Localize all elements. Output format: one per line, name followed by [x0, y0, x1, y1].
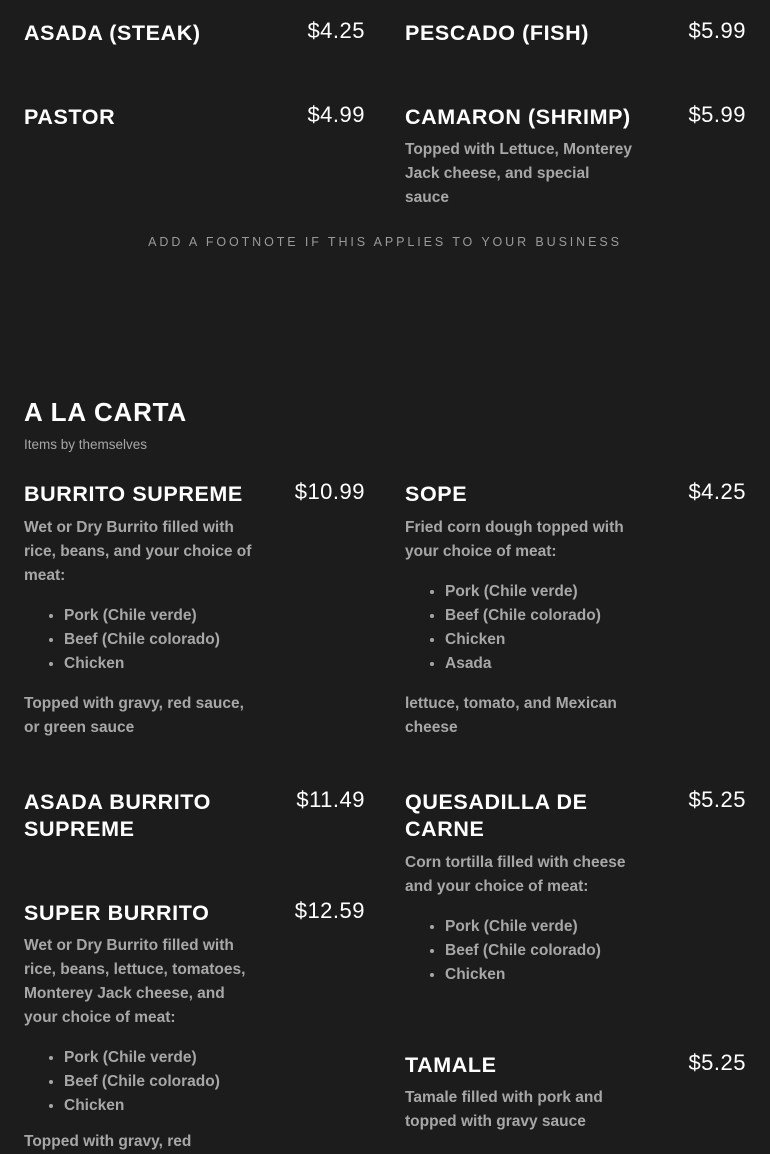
item-price: $12.59 [294, 898, 365, 923]
list-item: • Pork (Chile verde) [445, 580, 601, 604]
item-name: SUPER BURRITO [24, 901, 210, 925]
item-description: Corn tortilla filled with cheese and your choice of meat: [405, 854, 626, 895]
footnote: ADD A FOOTNOTE IF THIS APPLIES TO YOUR BUSINESS [148, 235, 622, 249]
item-name: PESCADO (FISH) [405, 21, 589, 45]
list-item: • Beef (Chile colorado) [445, 939, 601, 963]
item-name: QUESADILLA DE CARNE [405, 790, 588, 841]
item-price: $4.25 [307, 18, 365, 43]
list-item: • Asada [445, 652, 601, 676]
item-name: ASADA (STEAK) [24, 21, 201, 45]
list-item: • Pork (Chile verde) [64, 1046, 220, 1070]
list-item: • Beef (Chile colorado) [64, 628, 220, 652]
item-name: CAMARON (SHRIMP) [405, 105, 631, 129]
item-name: BURRITO SUPREME [24, 482, 243, 506]
meat-options-list [405, 915, 601, 987]
item-note: Topped with gravy, red sauce, or green sauce [24, 695, 244, 736]
item-price: $5.99 [688, 18, 746, 43]
section-subtitle: Items by themselves [24, 437, 148, 452]
list-item: • Chicken [64, 652, 220, 676]
item-description: Fried corn dough topped with your choice of meat: [405, 519, 624, 560]
item-price: $5.25 [688, 1050, 746, 1075]
item-note: Topped with gravy, red [24, 1133, 192, 1150]
item-price: $5.99 [688, 102, 746, 127]
list-item: • Pork (Chile verde) [445, 915, 601, 939]
meat-options-list [24, 1046, 220, 1118]
item-price: $4.99 [307, 102, 365, 127]
meat-options-list [405, 580, 601, 676]
item-name: ASADA BURRITO SUPREME [24, 790, 211, 841]
list-item: • Chicken [445, 963, 601, 987]
item-description: Topped with Lettuce, Monterey Jack cheese, and special sauce [405, 141, 633, 206]
meat-options-list [24, 604, 220, 676]
list-item: • Pork (Chile verde) [64, 604, 220, 628]
item-price: $5.25 [688, 787, 746, 812]
item-description: Wet or Dry Burrito filled with rice, beans, lettuce, tomatoes, Monterey Jack cheese, and your choice of meat: [24, 937, 246, 1026]
item-name: PASTOR [24, 105, 116, 129]
list-item: • Chicken [445, 628, 601, 652]
item-price: $10.99 [294, 479, 365, 504]
item-note: lettuce, tomato, and Mexican cheese [405, 695, 617, 736]
item-price: $4.25 [688, 479, 746, 504]
item-description: Wet or Dry Burrito filled with rice, beans, and your choice of meat: [24, 519, 252, 584]
item-description: Tamale filled with pork and topped with gravy sauce [405, 1089, 603, 1130]
list-item: • Beef (Chile colorado) [445, 604, 601, 628]
section-title: A LA CARTA [24, 397, 188, 427]
list-item: • Chicken [64, 1094, 220, 1118]
list-item: • Beef (Chile colorado) [64, 1070, 220, 1094]
item-price: $11.49 [296, 787, 365, 812]
item-name: TAMALE [405, 1053, 497, 1077]
item-name: SOPE [405, 482, 468, 506]
